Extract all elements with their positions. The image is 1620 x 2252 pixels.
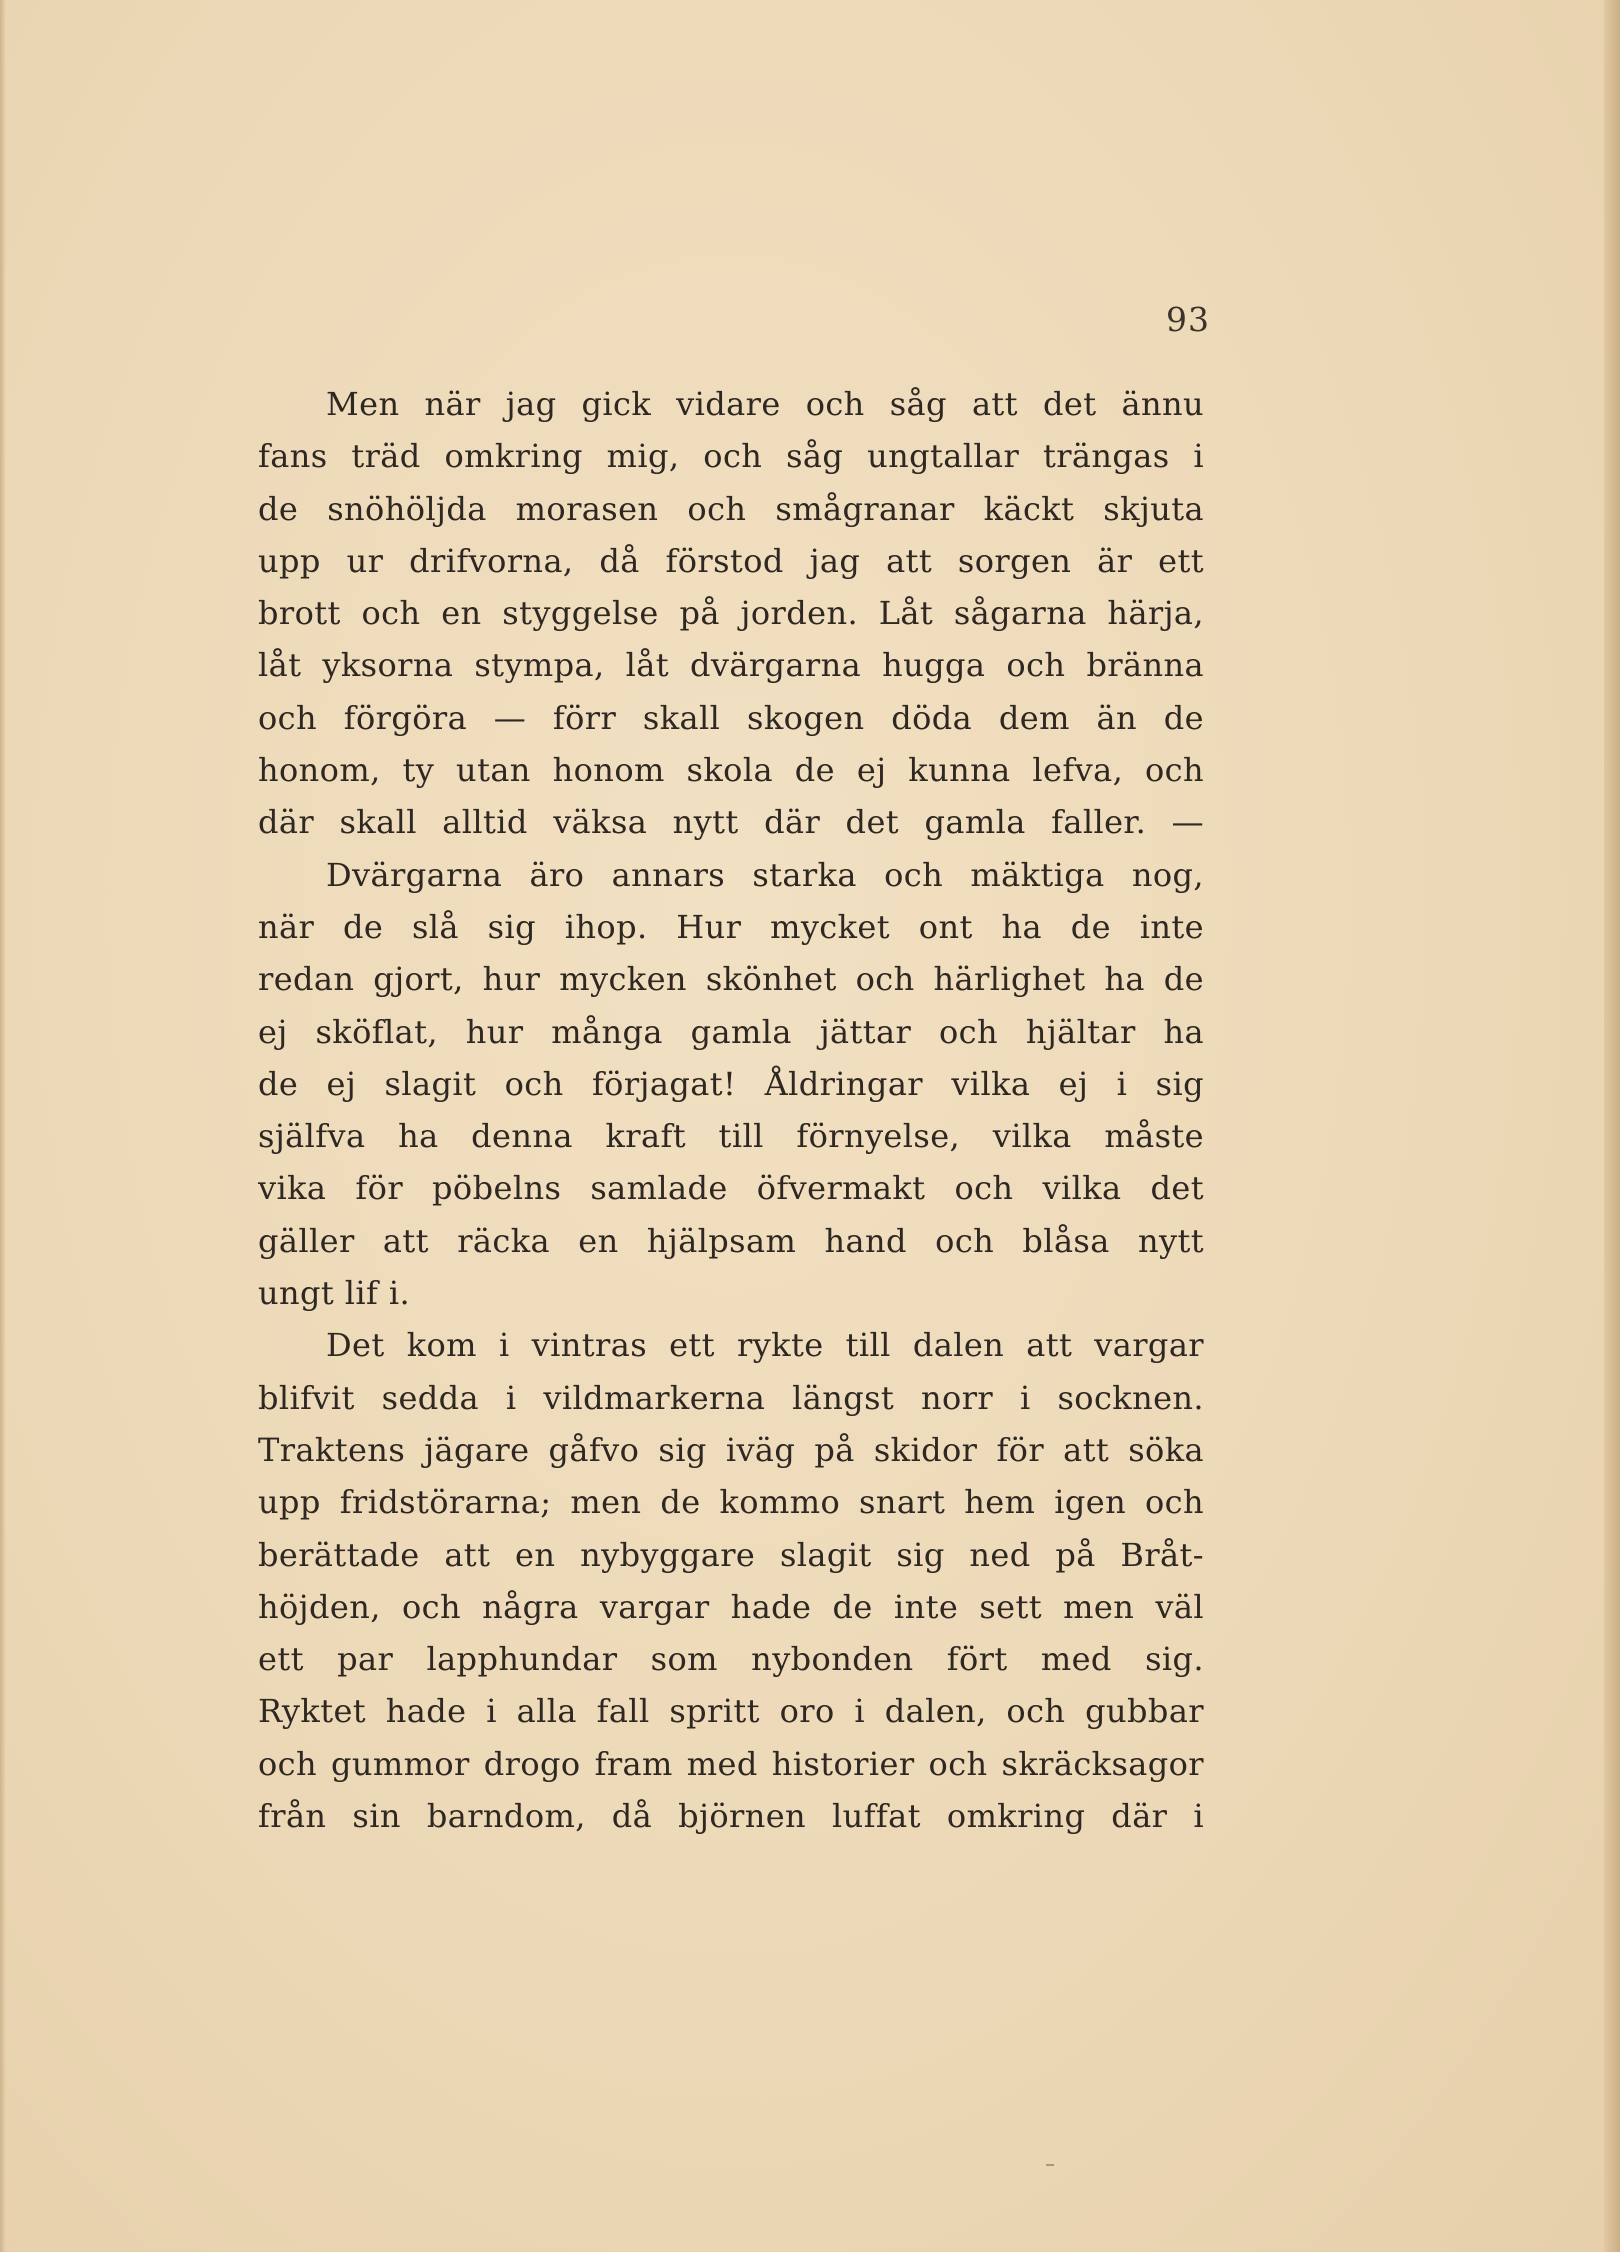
text-line: de ej slagit och förjagat! Åldringar vilka ej i sig (258, 1064, 1204, 1103)
text-line: vika för pöbelns samlade öfvermakt och vilka det (258, 1169, 1204, 1208)
text-line: från sin barndom, då björnen luffat omkring där i (258, 1797, 1204, 1836)
text-line: Ryktet hade i alla fall spritt oro i dalen, och gubbar (258, 1692, 1204, 1731)
text-line: honom, ty utan honom skola de ej kunna lefva, och (258, 751, 1204, 790)
text-line: ett par lapphundar som nybonden fört med sig. (258, 1640, 1204, 1679)
text-line: redan gjort, hur mycken skönhet och härlighet ha de (258, 960, 1204, 999)
text-line: berättade att en nybyggare slagit sig ned på Bråt- (258, 1535, 1204, 1574)
text-line: upp ur drifvorna, då förstod jag att sorgen är ett (258, 541, 1204, 580)
text-line: Traktens jägare gåfvo sig iväg på skidor för att söka (258, 1430, 1204, 1469)
text-line: och gummor drogo fram med historier och skräcksagor (258, 1744, 1204, 1783)
text-line: fans träd omkring mig, och såg ungtallar trängas i (258, 437, 1204, 476)
text-line: själfva ha denna kraft till förnyelse, vilka måste (258, 1117, 1204, 1156)
text-line: upp fridstörarna; men de kommo snart hem igen och (258, 1483, 1204, 1522)
page-number: 93 (1166, 300, 1210, 339)
body-text (258, 378, 1204, 1842)
text-line: blifvit sedda i vildmarkerna längst norr i socknen. (258, 1378, 1204, 1417)
text-line: brott och en styggelse på jorden. Låt sågarna härja, (258, 594, 1204, 633)
text-line: där skall alltid väksa nytt där det gamla faller. — (258, 803, 1204, 842)
paper-speck (1046, 2164, 1054, 2166)
text-line: Det kom i vintras ett rykte till dalen att vargar (326, 1326, 1204, 1365)
text-line: de snöhöljda morasen och smågranar käckt skjuta (258, 489, 1204, 528)
text-line: ej sköflat, hur många gamla jättar och hjältar ha (258, 1012, 1204, 1051)
text-line: höjden, och några vargar hade de inte sett men väl (258, 1587, 1204, 1626)
text-line: Dvärgarna äro annars starka och mäktiga nog, (326, 855, 1204, 894)
page-binding-edge (0, 0, 6, 2252)
text-line: ungt lif i. (258, 1274, 411, 1313)
text-line: Men när jag gick vidare och såg att det ännu (326, 385, 1204, 423)
text-line: låt yksorna stympa, låt dvärgarna hugga och bränna (258, 646, 1204, 685)
text-line: gäller att räcka en hjälpsam hand och blåsa nytt (258, 1221, 1204, 1260)
text-line: och förgöra — förr skall skogen döda dem än de (258, 698, 1204, 737)
page-right-edge (1604, 0, 1620, 2252)
text-line: när de slå sig ihop. Hur mycket ont ha de inte (258, 907, 1204, 946)
